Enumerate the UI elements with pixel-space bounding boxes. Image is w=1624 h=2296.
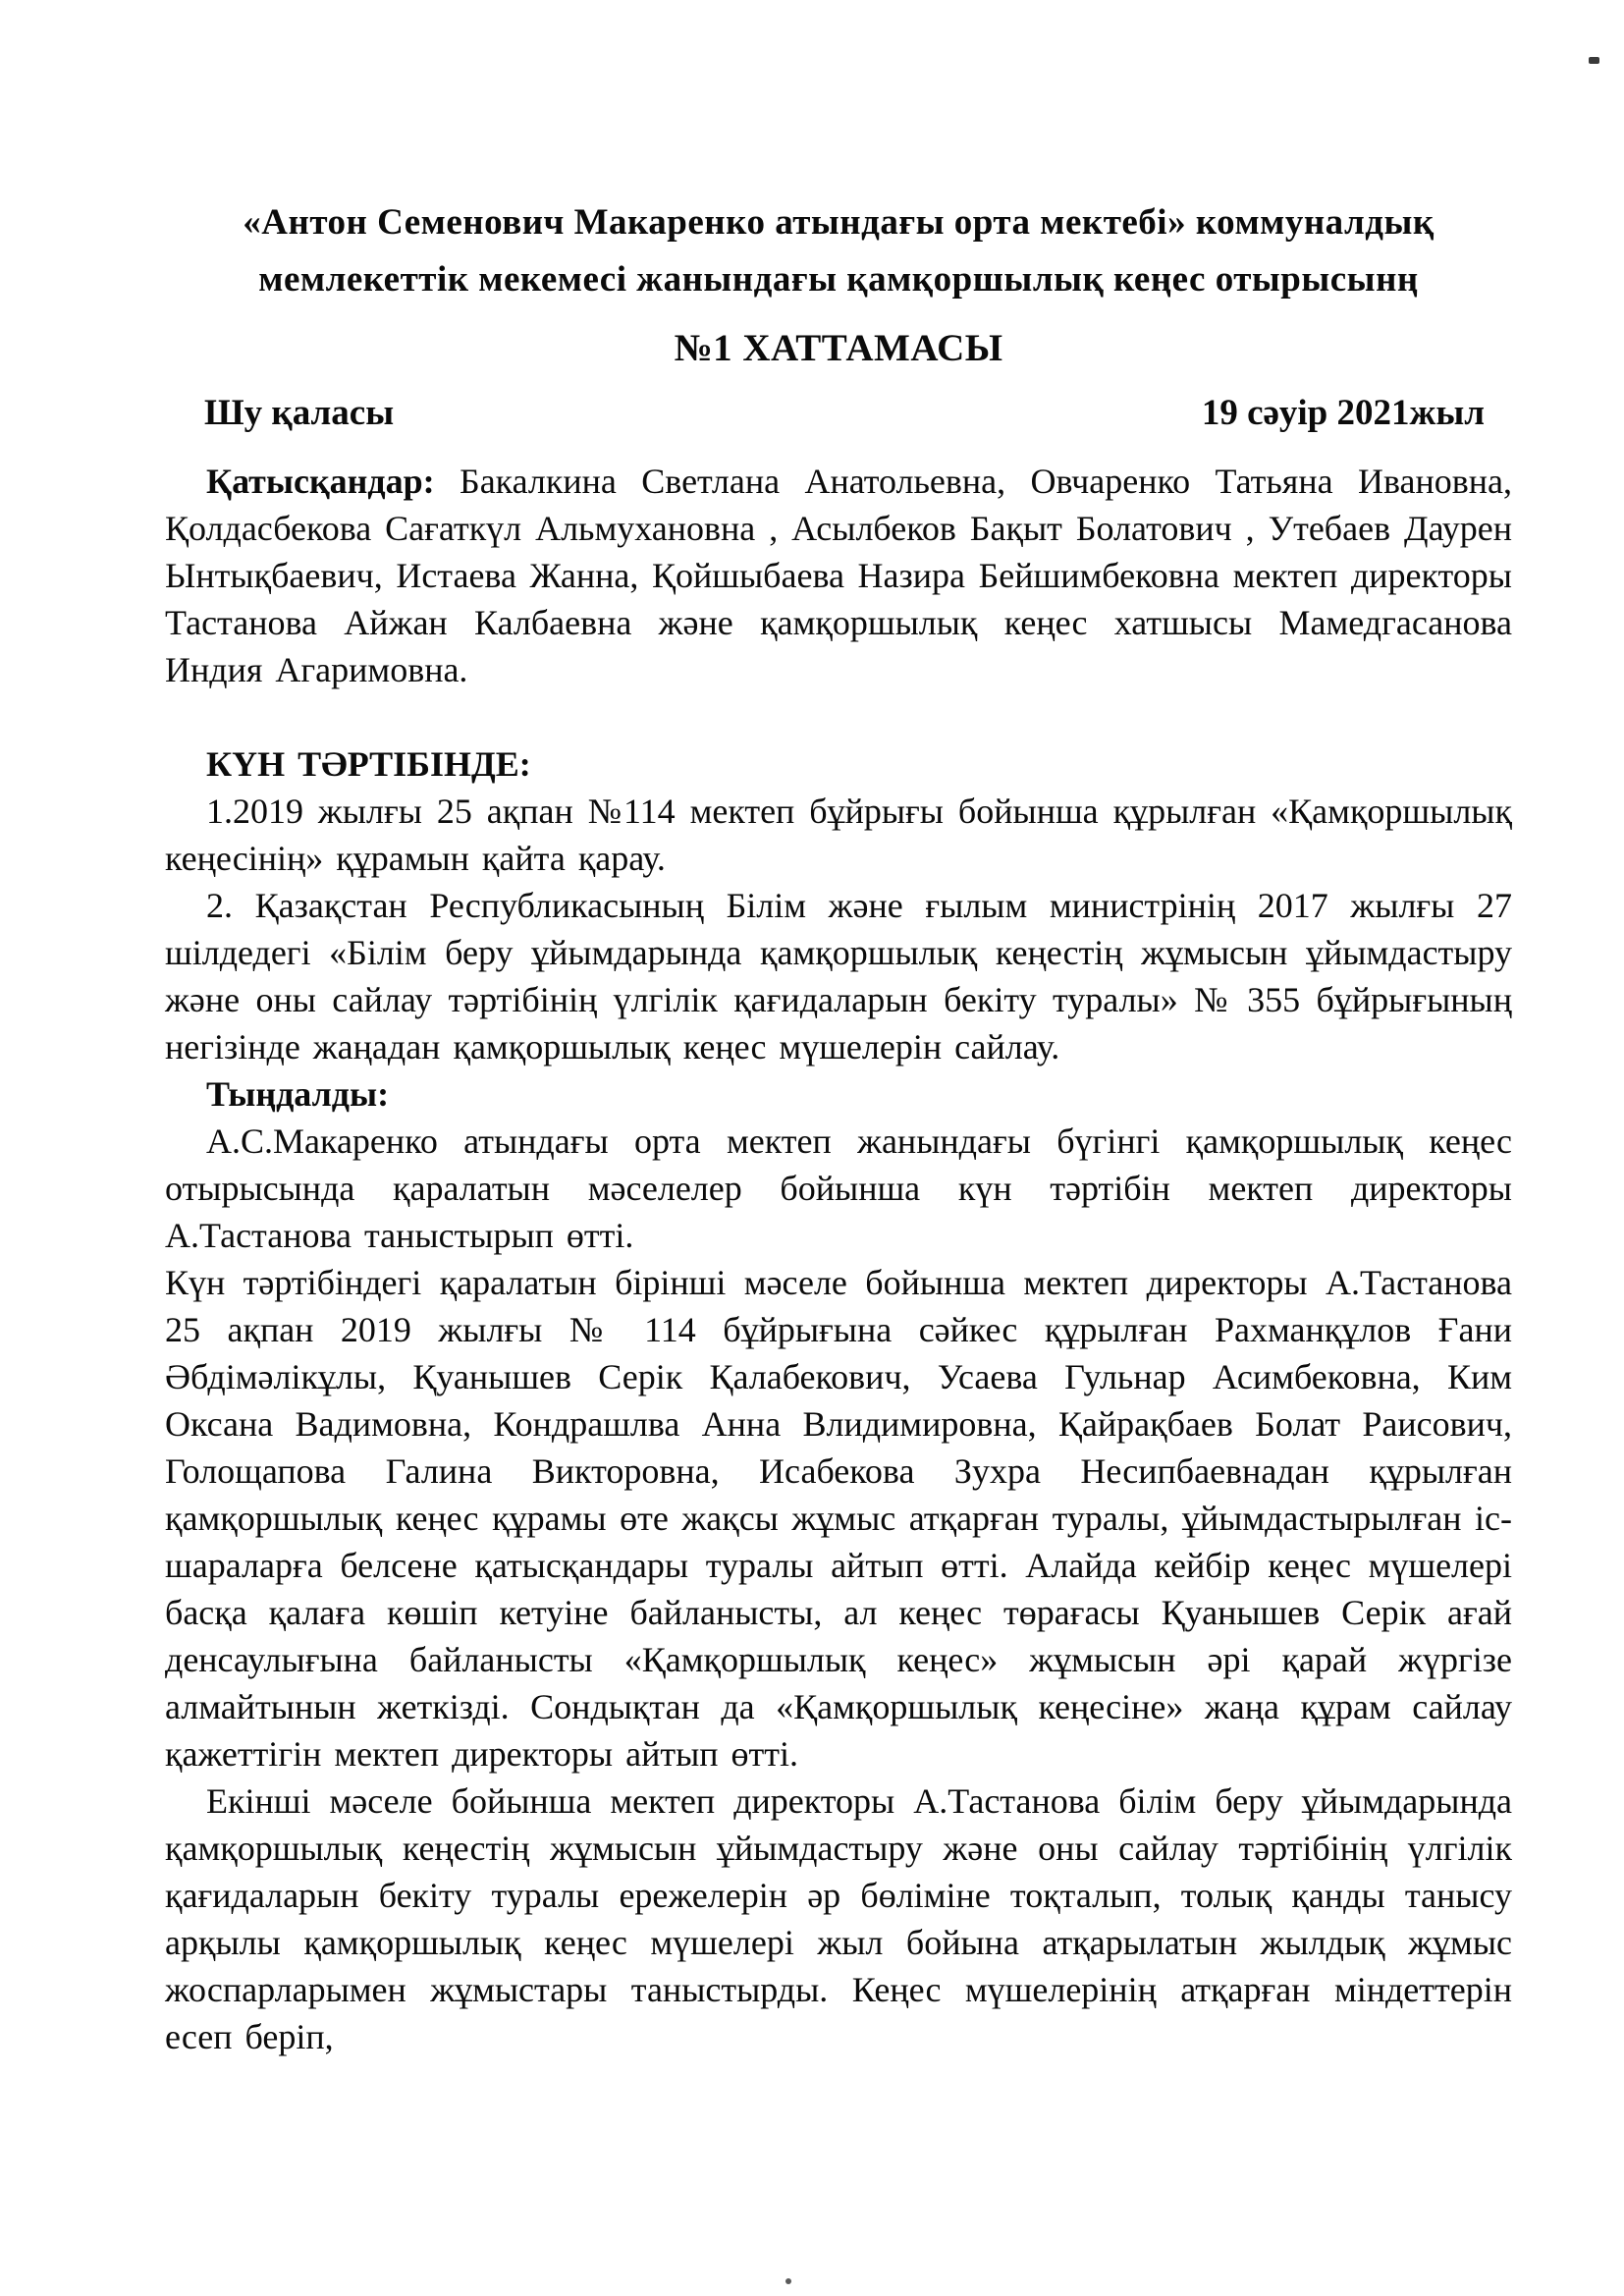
paragraph-second-issue: Екінші мәселе бойынша мектеп директоры А.Тастанова білім беру ұйымдарында қамқоршылық кеңестің жұмысын ұйымдастыру және оны сайлау тәртібінің үлгілік қағидаларын бекіту туралы ережелерін әр бөліміне тоқталып, толық қанды танысу арқылы қамқоршылық кеңес мүшелері жыл бойына атқарылатын жылдық жұмыс жоспарларымен жұмыстары таныстырды. Кеңес мүшелерінің атқарған міндеттерін есеп беріп, — [165, 1781, 1512, 2056]
scan-speck-icon — [785, 2278, 791, 2284]
document-title-line-1: «Антон Семенович Макаренко атындағы орта мектебі» коммуналдық — [243, 202, 1435, 243]
document-title-line-2: мемлекеттік мекемесі жанындағы қамқоршылық кеңес отырысынң — [258, 259, 1419, 300]
document-header — [165, 194, 1512, 438]
agenda-item-1: 1.2019 жылғы 25 ақпан №114 мектеп бұйрығы бойынша құрылған «Қамқоршылық кеңесінің» құрамын қайта қарау. — [165, 792, 1512, 878]
document-title — [165, 194, 1512, 308]
participants-label: Қатысқандар: — [206, 462, 435, 501]
agenda-heading: КҮН ТӘРТІБІНДЕ: — [206, 744, 531, 784]
protocol-number-heading: №1 ХАТТАМАСЫ — [674, 327, 1003, 369]
heard-heading: Тыңдалды: — [206, 1074, 390, 1114]
agenda-item-2: 2. Қазақстан Республикасының Білім және ғылым министрінің 2017 жылғы 27 шілдедегі «Білім беру ұйымдарында қамқоршылық кеңестің жұмысын ұйымдастыру және оны сайлау тәртібінің үлгілік қағидаларын бекіту туралы» № 355 бұйрығының негізінде жаңадан қамқоршылық кеңес мүшелерін сайлау. — [165, 886, 1512, 1066]
paragraph-agenda-intro: А.С.Макаренко атындағы орта мектеп жанындағы бүгінгі қамқоршылық кеңес отырысында қаралатын мәселелер бойынша күн тәртібін мектеп директоры А.Тастанова таныстырып өтті. — [165, 1121, 1512, 1255]
scan-speck-icon — [1589, 57, 1599, 64]
participants-paragraph — [165, 458, 1512, 693]
meeting-date: 19 сәуір 2021жыл — [1201, 393, 1485, 433]
participants-text: Бакалкина Светлана Анатольевна, Овчаренко Татьяна Ивановна, Қолдасбекова Сағаткүл Альмухановна , Асылбеков Бақыт Болатович , Утебаев Даурен Ынтықбаевич, Истаева Жанна, Қойшыбаева Назира Бейшимбековна мектеп директоры Тастанова Айжан Калбаевна және қамқоршылық кеңес хатшысы Мамедгасанова Индия Агаримовна. — [165, 462, 1512, 689]
place-date-row — [165, 389, 1512, 438]
paragraph-first-issue: Күн тәртібіндегі қаралатын бірінші мәселе бойынша мектеп директоры А.Тастанова 25 ақпан 2019 жылғы № 114 бұйрығына сәйкес құрылған Рахманқұлов Ғани Әбдімәлікұлы, Қуанышев Серік Қалабекович, Усаева Гульнар Асимбековна, Ким Оксана Вадимовна, Кондрашлва Анна Влидимировна, Қайрақбаев Болат Раисович, Голощапова Галина Викторовна, Исабекова Зухра Несипбаевнадан құрылған қамқоршылық кеңес құрамы өте жақсы жұмыс атқарған туралы, ұйымдастырылған іс-шараларға белсене қатысқандары туралы айтып өтті. Алайда кейбір кеңес мүшелері басқа қалаға көшіп кетуіне байланысты, ал кеңес төрағасы Қуанышев Серік ағай денсаулығына байланысты «Қамқоршылық кеңес» жұмысын әрі қарай жүргізе алмайтынын жеткізді. Сондықтан да «Қамқоршылық кеңесіне» жаңа құрам сайлау қажеттігін мектеп директоры айтып өтті. — [165, 1263, 1512, 1774]
meeting-place: Шу қаласы — [204, 393, 395, 433]
document-body — [165, 458, 1512, 2060]
